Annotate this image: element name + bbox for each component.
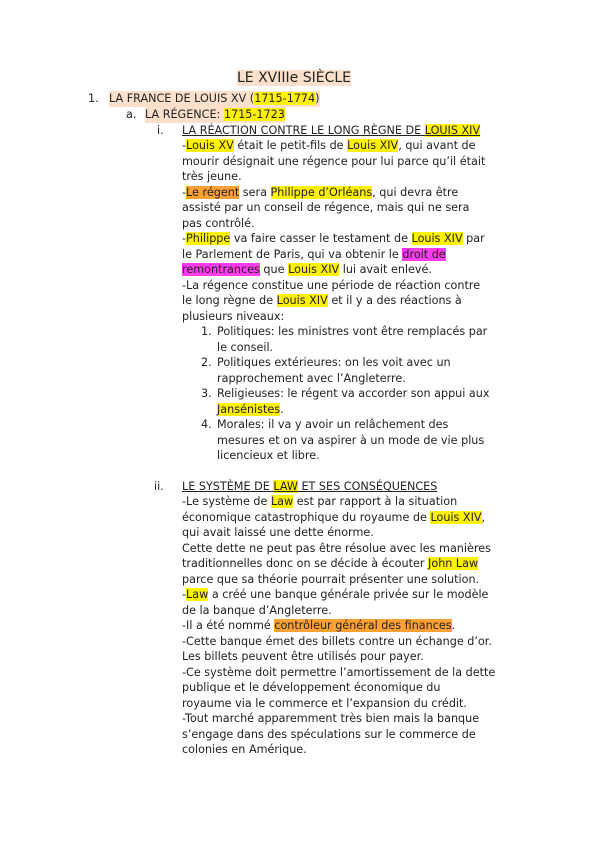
paragraph-line: parce que sa théorie pourrait présenter une solution. <box>182 573 480 586</box>
paragraph-line: royaume via le commerce et l’expansion du crédit. <box>182 697 467 710</box>
list-item: Politiques: les ministres vont être remplacés par <box>217 325 488 338</box>
list-item-number: 3. <box>201 387 212 400</box>
part-ii-heading: LE SYSTÈME DE LAW ET SES CONSÉQUENCES <box>182 480 438 493</box>
part-i-heading: LA RÉACTION CONTRE LE LONG RÈGNE DE LOUIS XIV <box>182 124 481 137</box>
paragraph-line: mourir désignait une régence pour lui parce qu’il était <box>182 155 486 168</box>
paragraph-line: traditionnelles donc on se décide à écouter John Law <box>182 557 479 570</box>
list-item-number: 2. <box>201 356 212 369</box>
paragraph-line: colonies en Amérique. <box>182 743 307 756</box>
list-item: Religieuses: le régent va accorder son appui aux <box>217 387 490 400</box>
list-item-number: 4. <box>201 418 212 431</box>
paragraph-line: Cette dette ne peut pas être résolue avec les manières <box>182 542 491 555</box>
paragraph-line: -Le système de Law est par rapport à la situation <box>182 495 458 508</box>
part-i-num: i. <box>157 124 164 137</box>
section-1-heading: 1. LA FRANCE DE LOUIS XV (1715-1774) <box>88 92 320 105</box>
list-item: Politiques extérieures: on les voit avec un <box>217 356 451 369</box>
list-item: licencieux et libre. <box>217 449 320 462</box>
paragraph-line: -Il a été nommé contrôleur général des finances. <box>182 619 456 632</box>
paragraph-line: très jeune. <box>182 170 242 183</box>
paragraph-line: de la banque d’Angleterre. <box>182 604 332 617</box>
paragraph-line: pas contrôlé. <box>182 217 255 230</box>
page-title: LE XVIIIe SIÈCLE <box>237 70 351 86</box>
list-item: rapprochement avec l’Angleterre. <box>217 372 406 385</box>
paragraph-line: qui avait laissé une dette énorme. <box>182 526 374 539</box>
part-ii-num: ii. <box>154 480 164 493</box>
paragraph-line: -Philippe va faire casser le testament de Louis XIV par <box>182 232 485 245</box>
paragraph-line: le Parlement de Paris, qui va obtenir le droit de <box>182 248 446 261</box>
paragraph-line: Les billets peuvent être utilisés pour payer. <box>182 650 424 663</box>
paragraph-line: plusieurs niveaux: <box>182 310 285 323</box>
paragraph-line: -Louis XV était le petit-fils de Louis XIV, qui avant de <box>182 139 476 152</box>
paragraph-line: -La régence constitue une période de réaction contre <box>182 279 481 292</box>
paragraph-line: -Ce système doit permettre l’amortissement de la dette <box>182 666 496 679</box>
paragraph-line: -Cette banque émet des billets contre un échange d’or. <box>182 635 492 648</box>
paragraph-line: -Law a créé une banque générale privée sur le modèle <box>182 588 489 601</box>
paragraph-line: publique et le développement économique du <box>182 681 441 694</box>
list-item-number: 1. <box>201 325 212 338</box>
list-item: Morales: il va y avoir un relâchement des <box>217 418 449 431</box>
paragraph-line: remontrances que Louis XIV lui avait enlevé. <box>182 263 432 276</box>
list-item: Jansénistes. <box>217 403 284 416</box>
paragraph-line: assisté par un conseil de régence, mais qui ne sera <box>182 201 470 214</box>
paragraph-line: s’engage dans des spéculations sur le commerce de <box>182 728 476 741</box>
paragraph-line: économique catastrophique du royaume de Louis XIV, <box>182 511 486 524</box>
subsection-a-heading: a. LA RÉGENCE: 1715-1723 <box>126 108 285 121</box>
list-item: mesures et on va aspirer à un mode de vie plus <box>217 434 485 447</box>
paragraph-line: -Tout marché apparemment très bien mais la banque <box>182 712 480 725</box>
list-item: le conseil. <box>217 341 274 354</box>
paragraph-line: -Le régent sera Philippe d’Orléans, qui devra être <box>182 186 459 199</box>
paragraph-line: le long règne de Louis XIV et il y a des réactions à <box>182 294 462 307</box>
